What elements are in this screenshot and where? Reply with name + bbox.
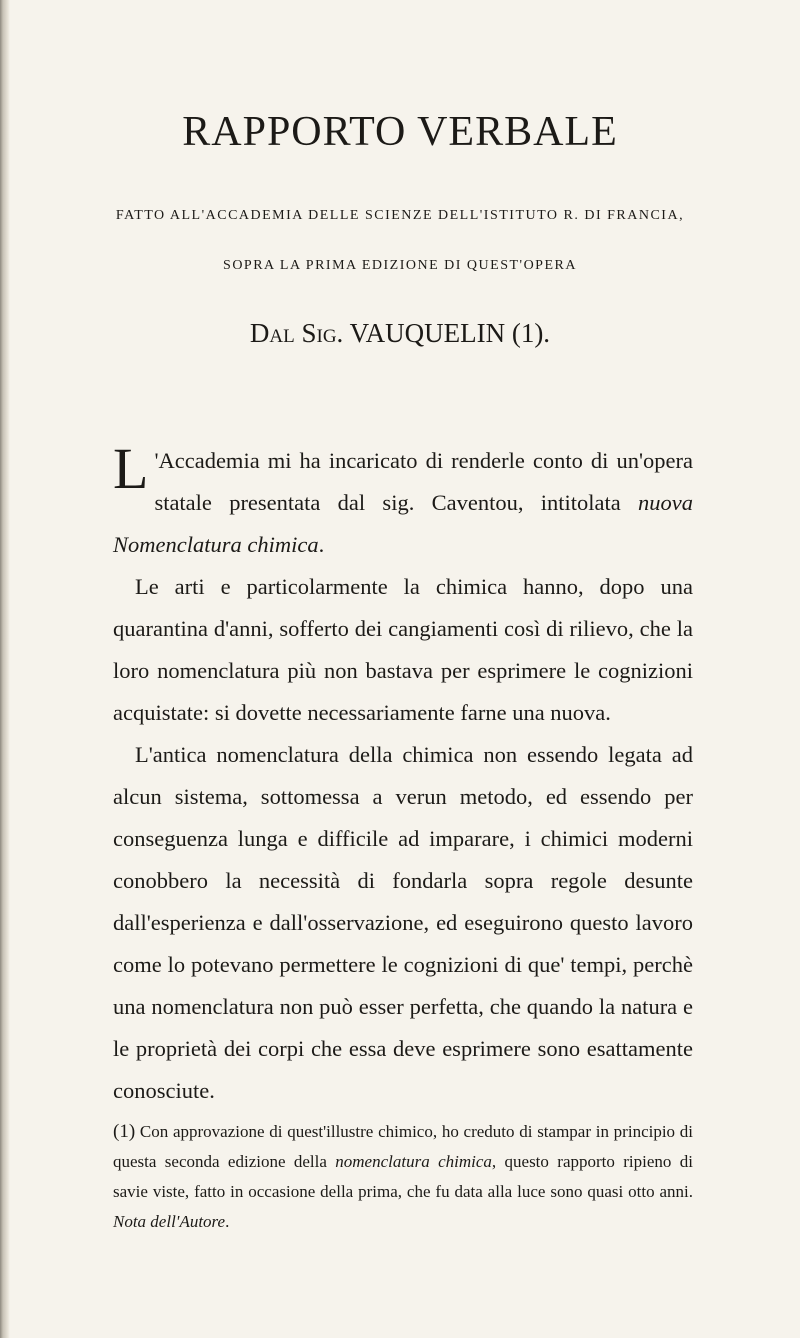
footnote-text-b: , questo rapporto ripieno di savie viste, fatto in occasione della prima, che fu data alla luce sono quasi otto anni. [113, 1152, 693, 1201]
drop-cap: L [113, 436, 149, 501]
subtitle-line-1: FATTO ALL'ACCADEMIA DELLE SCIENZE DELL'ISTITUTO R. DI FRANCIA, [115, 208, 685, 223]
subtitle-line-2: SOPRA LA PRIMA EDIZIONE DI QUEST'OPERA [223, 258, 577, 273]
paragraph-1-text: 'Accademia mi ha incaricato di renderle conto di un'opera statale presentata dal sig. Caventou, intitolata [154, 448, 693, 515]
footnote-marker: (1) [113, 1121, 136, 1142]
paragraph-1-end: . [318, 532, 325, 557]
author-prefix: Dal Sig. [249, 318, 344, 348]
author-note-ref: (1). [511, 318, 551, 348]
body-text [113, 436, 693, 1112]
page-title: RAPPORTO VERBALE [182, 109, 618, 156]
footnote-text-a: Con approvazione di quest'illustre chimico, ho creduto di stampar in principio di questa seconda edizione della [113, 1122, 694, 1171]
footnote [113, 1117, 693, 1237]
footnote-italic-b: Nota dell'Autore [113, 1212, 226, 1231]
author-name: VAUQUELIN [349, 318, 506, 348]
footnote-italic-a: nomenclatura chimica [335, 1152, 492, 1171]
paragraph-1 [113, 436, 693, 566]
page-binding-edge [0, 0, 10, 1338]
paragraph-2: Le arti e particolarmente la chimica hanno, dopo una quarantina d'anni, sofferto dei cangiamenti così di rilievo, che la loro nomenclatura più non bastava per esprimere le cognizioni acquistate: si dovette necessariamente farne una nuova. [113, 574, 693, 725]
footnote-text [113, 1117, 693, 1237]
paragraph-3: L'antica nomenclatura della chimica non essendo legata ad alcun sistema, sottomessa a verun metodo, ed essendo per conseguenza lunga e difficile ad imparare, i chimici moderni conobbero la necessità di fondarla sopra regole desunte dall'esperienza e dall'osservazione, ed eseguirono questo lavoro come lo potevano permettere le cognizioni di que' tempi, perchè una nomenclatura non può esser perfetta, che quando la natura e le proprietà dei corpi che essa deve esprimere sono esattamente conosciute. [113, 742, 693, 1103]
footnote-end: . [225, 1212, 230, 1231]
work-title: nuova Nomenclatura chimica [113, 490, 693, 557]
author-line [0, 318, 800, 349]
